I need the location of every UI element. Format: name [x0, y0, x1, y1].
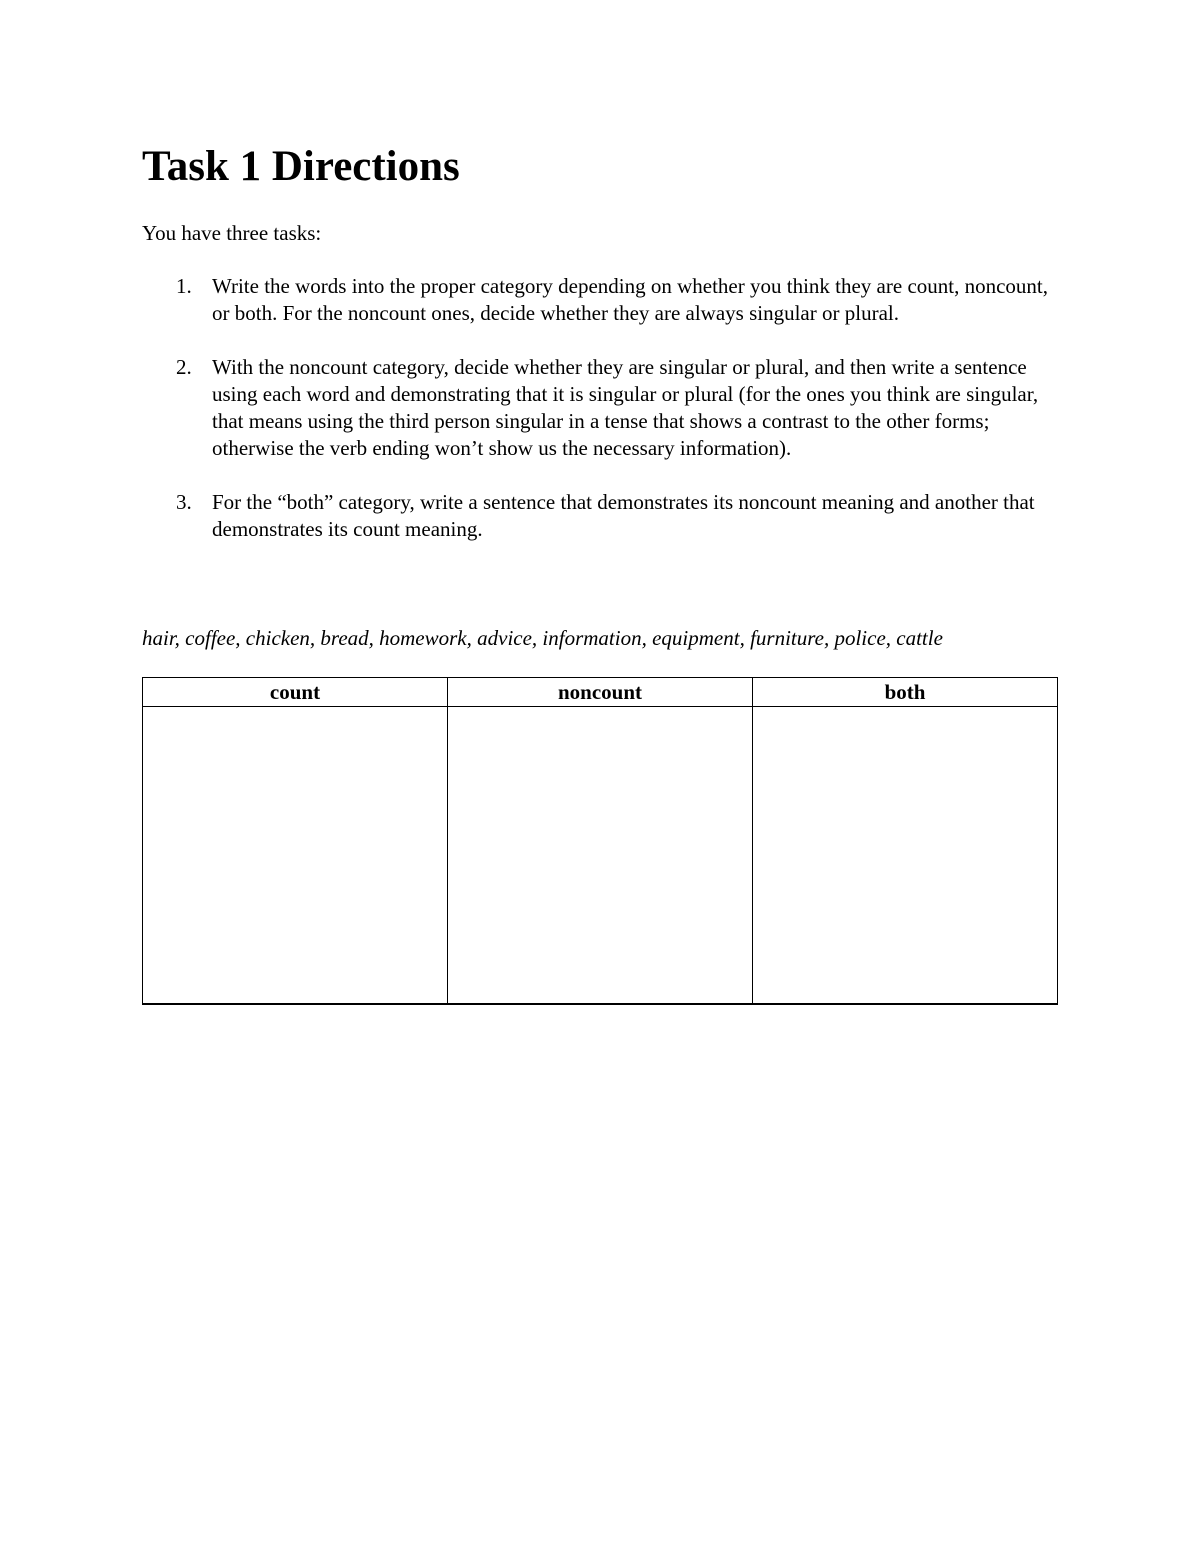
column-header-both: both: [753, 678, 1058, 707]
task-text: With the noncount category, decide whether they are singular or plural, and then write a sentence using each word and demonstrating that it is singular or plural (for the ones you think are singular, that means using the third person singular in a tense that shows a contrast to the other forms; otherwise the verb ending won’t show us the necessary information).: [212, 355, 1039, 460]
task-text: For the “both” category, write a sentence that demonstrates its noncount meaning and another that demonstrates its count meaning.: [212, 490, 1035, 541]
count-answer-cell[interactable]: [143, 707, 448, 1005]
table-row: [143, 707, 1058, 1005]
column-header-noncount: noncount: [448, 678, 753, 707]
intro-text: You have three tasks:: [142, 221, 322, 245]
column-header-count: count: [143, 678, 448, 707]
task-number: 2.: [176, 355, 192, 379]
task-list: [142, 273, 1058, 570]
task-item-2: [142, 354, 1058, 462]
task-item-1: [142, 273, 1058, 327]
noncount-answer-cell[interactable]: [448, 707, 753, 1005]
task-item-3: [142, 489, 1058, 543]
word-list: hair, coffee, chicken, bread, homework, advice, information, equipment, furniture, police, cattle: [142, 626, 943, 650]
task-number: 1.: [176, 274, 192, 298]
category-table: [142, 677, 1058, 1005]
page-title: Task 1 Directions: [142, 143, 460, 190]
table-header-row: [143, 678, 1058, 707]
both-answer-cell[interactable]: [753, 707, 1058, 1005]
task-text: Write the words into the proper category depending on whether you think they are count, noncount, or both. For the noncount ones, decide whether they are always singular or plural.: [212, 274, 1049, 325]
task-number: 3.: [176, 490, 192, 514]
